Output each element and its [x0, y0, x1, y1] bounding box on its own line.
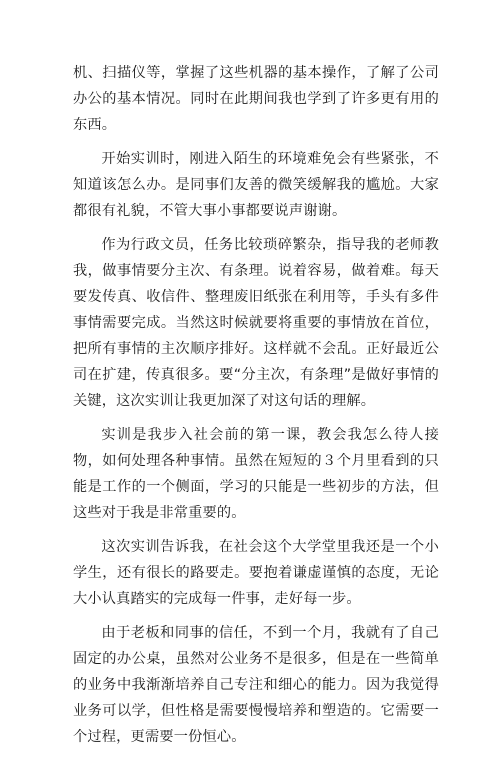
paragraph-2: 开始实训时，刚进入陌生的环境难免会有些紧张，不知道该怎么办。是同事们友善的微笑缓解我的尴尬。大家都很有礼貌，不管大事小事都要说声谢谢。	[73, 151, 439, 219]
paragraph-1: 机、扫描仪等，掌握了这些机器的基本操作，了解了公司办公的基本情况。同时在此期间我也学到了许多更有用的东西。	[73, 65, 439, 133]
paragraph-4: 实训是我步入社会前的第一课，教会我怎么待人接物，如何处理各种事情。虽然在短短的３个月里看到的只能是工作的一个侧面，学习的只能是一些初步的方法，但这些对于我是非常重要的。	[73, 427, 439, 521]
paragraph-5: 这次实训告诉我，在社会这个大学堂里我还是一个小学生，还有很长的路要走。要抱着谦虚谨慎的态度，无论大小认真踏实的完成每一件事，走好每一步。	[73, 539, 439, 607]
paragraph-3: 作为行政文员，任务比较琐碎繁杂，指导我的老师教我，做事情要分主次、有条理。说着容易，做着难。每天要发传真、收信件、整理废旧纸张在利用等，手头有多件事情需要完成。当然这时候就要将重要的事情放在首位，把所有事情的主次顺序排好。这样就不会乱。正好最近公司在扩建，传真很多。要“分主次，有条理”是做好事情的关键，这次实训让我更加深了对这句话的理解。	[73, 237, 439, 409]
paragraph-6: 由于老板和同事的信任，不到一个月，我就有了自己固定的办公桌，虽然对公业务不是很多，但是在一些简单的业务中我渐渐培养自己专注和细心的能力。因为我觉得业务可以学，但性格是需要慢慢培养和塑造的。它需要一个过程，更需要一份恒心。	[73, 625, 439, 745]
body-text	[73, 60, 439, 758]
